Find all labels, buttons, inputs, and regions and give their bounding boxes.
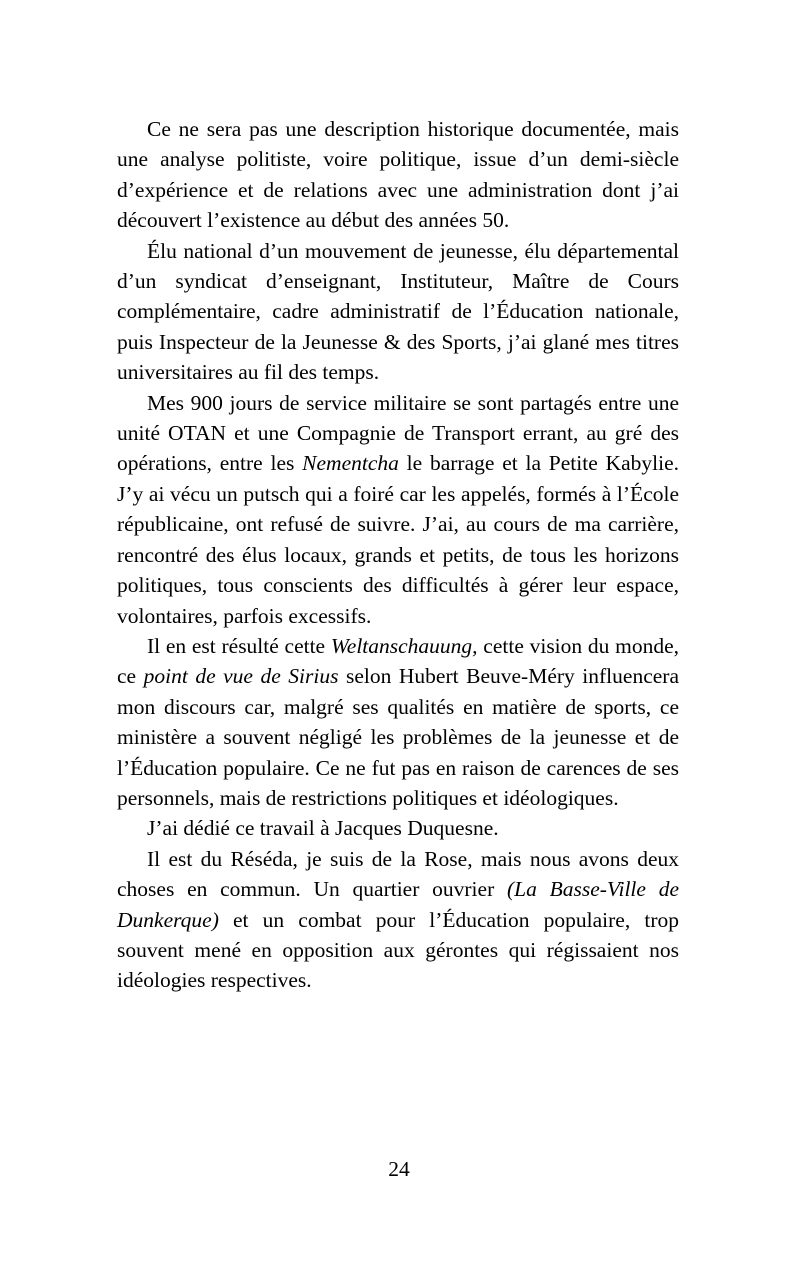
text-run: Il est du Réséda, je suis de la Rose, mais nous avons deux choses en commun. Un quartier ouvrier bbox=[117, 846, 679, 902]
text-run: Élu national d’un mouvement de jeunesse, élu départemental d’un syndicat d’enseignant, Instituteur, Maître de Cours complémentaire, cadre administratif de l’Éducation nationale, puis Inspecteur de la Jeunesse & des Sports, j’ai glané mes titres universitaires au fil des temps. bbox=[117, 238, 679, 385]
italic-run: Nementcha bbox=[302, 451, 399, 476]
paragraph-6 bbox=[117, 844, 679, 996]
italic-run: point de vue de Sirius bbox=[143, 664, 339, 689]
text-run: Ce ne sera pas une description historique documentée, mais une analyse politiste, voire politique, issue d’un demi-siècle d’expérience et de relations avec une administration dont j’ai découvert l’existence au début des années 50. bbox=[117, 117, 679, 233]
text-run: J’ai dédié ce travail à Jacques Duquesne. bbox=[147, 816, 499, 841]
body-text bbox=[117, 114, 679, 996]
italic-run: Weltanschauung, bbox=[330, 633, 478, 658]
paragraph-1 bbox=[117, 114, 679, 236]
text-run: le barrage et la Petite Kabylie. J’y ai vécu un putsch qui a foiré car les appelés, formés à l’École républicaine, ont refusé de suivre. J’ai, au cours de ma carrière, rencontré des élus locaux, grands et petits, de tous les horizons politiques, tous conscients des difficultés à gérer leur espace, volontaires, parfois excessifs. bbox=[117, 451, 679, 628]
text-run: Mes 900 jours de service militaire se sont partagés entre une unité OTAN et une Compagnie de Transport errant, au gré des opérations, entre les bbox=[117, 390, 679, 476]
paragraph-2 bbox=[117, 236, 679, 388]
paragraph-4 bbox=[117, 631, 679, 813]
italic-run: (La Basse-Ville de Dunkerque) bbox=[117, 877, 679, 932]
paragraph-3 bbox=[117, 388, 679, 631]
text-run: et un combat pour l’Éducation populaire, trop souvent mené en opposition aux gérontes qui régissaient nos idéologies respectives. bbox=[117, 907, 679, 993]
text-run: selon Hubert Beuve-Méry influencera mon discours car, malgré ses qualités en matière de sports, ce ministère a souvent négligé les problèmes de la jeunesse et de l’Éducation populaire. Ce ne fut pas en raison de carences de ses personnels, mais de restrictions politiques et idéologiques. bbox=[117, 664, 679, 810]
page-number: 24 bbox=[388, 1157, 410, 1181]
text-run: Il en est résulté cette bbox=[147, 633, 331, 658]
paragraph-5 bbox=[117, 813, 679, 843]
text-run: cette vision du monde, ce bbox=[117, 633, 680, 689]
